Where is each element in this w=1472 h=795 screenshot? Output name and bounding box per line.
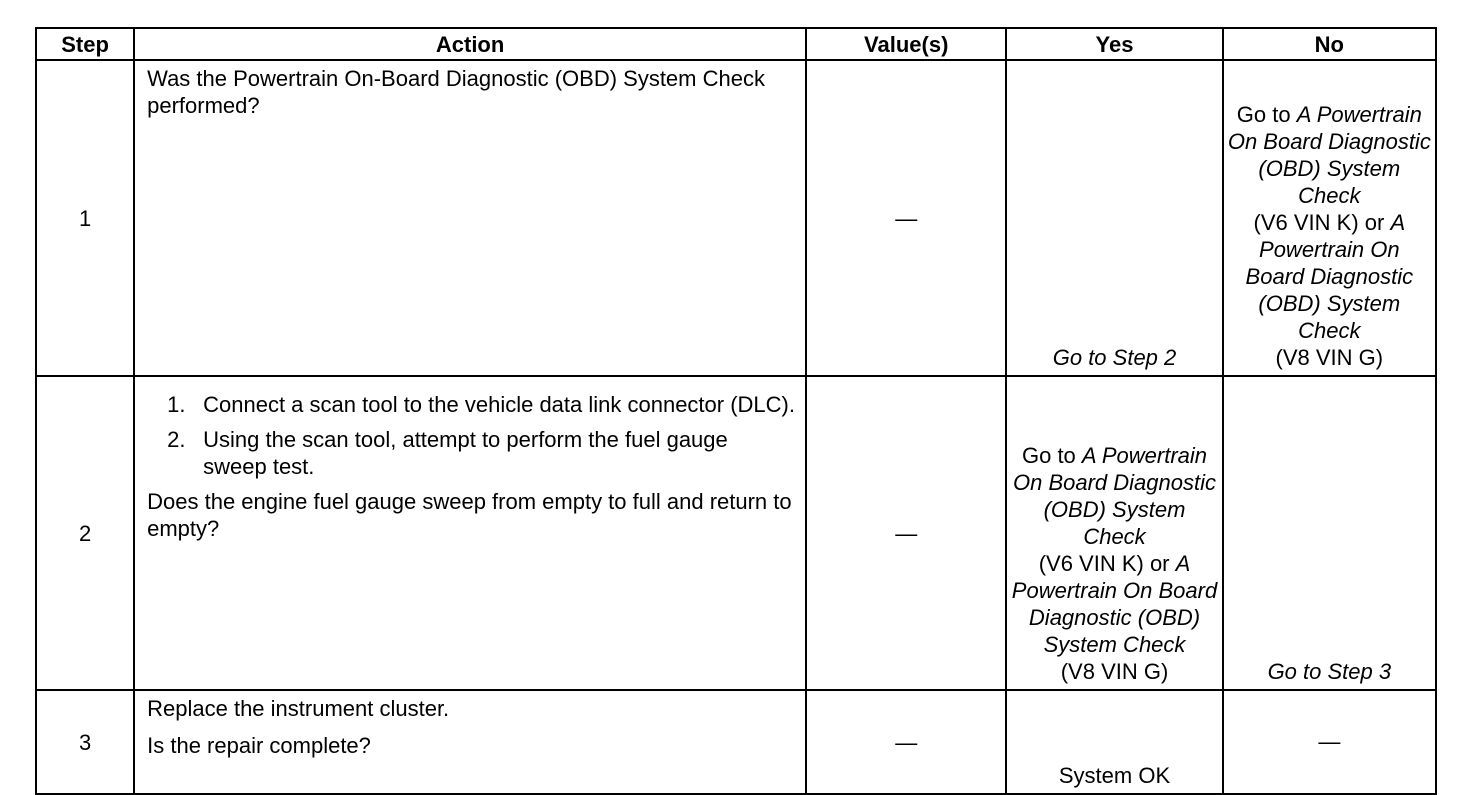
action-text: Was the Powertrain On-Board Diagnostic (OBD) System Check performed?: [147, 66, 765, 118]
action-steps-list: [147, 391, 795, 480]
yes-goto-prefix: Go to: [1021, 443, 1082, 468]
values-cell: —: [806, 376, 1006, 690]
action-cell: [134, 376, 806, 690]
step-number: 2: [36, 376, 134, 690]
no-cell: —: [1223, 690, 1436, 794]
table-row: [36, 60, 1436, 376]
yes-ref1-suffix: (V6 VIN K) or: [1038, 551, 1176, 576]
list-item-number: 2.: [167, 427, 186, 452]
list-item: [167, 426, 795, 480]
values-cell: —: [806, 60, 1006, 376]
list-item-number: 1.: [167, 392, 186, 417]
header-row: [36, 28, 1436, 60]
diagnostic-table: [35, 27, 1437, 795]
no-ref2-link[interactable]: A Powertrain On Board Diagnostic (OBD) System Check: [1245, 210, 1414, 343]
table-row: [36, 690, 1436, 794]
yes-ref2-link[interactable]: A Powertrain On Board Diagnostic (OBD) System Check: [1011, 551, 1218, 657]
header-step: Step: [36, 28, 134, 60]
action-question: Is the repair complete?: [147, 733, 371, 758]
no-goto-link[interactable]: Go to Step 3: [1267, 659, 1392, 684]
yes-cell: System OK: [1006, 690, 1222, 794]
no-ref1-suffix: (V6 VIN K) or: [1253, 210, 1391, 235]
values-cell: —: [806, 690, 1006, 794]
yes-cell: [1006, 60, 1222, 376]
yes-goto-link[interactable]: Go to Step 2: [1052, 345, 1177, 370]
step-number: 3: [36, 690, 134, 794]
list-item-text: Connect a scan tool to the vehicle data link connector (DLC).: [203, 392, 795, 417]
action-cell: [134, 690, 806, 794]
no-cell: [1223, 376, 1436, 690]
action-text: Replace the instrument cluster.: [147, 696, 450, 721]
yes-cell: [1006, 376, 1222, 690]
yes-ref1-link[interactable]: A Powertrain On Board Diagnostic (OBD) System Check: [1013, 443, 1216, 549]
action-question: Does the engine fuel gauge sweep from empty to full and return to empty?: [147, 489, 792, 541]
header-values: Value(s): [806, 28, 1006, 60]
no-goto-prefix: Go to: [1236, 102, 1297, 127]
no-cell: [1223, 60, 1436, 376]
header-no: No: [1223, 28, 1436, 60]
table-row: [36, 376, 1436, 690]
list-item: [167, 391, 795, 418]
no-ref2-suffix: (V8 VIN G): [1275, 345, 1384, 370]
step-number: 1: [36, 60, 134, 376]
header-action: Action: [134, 28, 806, 60]
list-item-text: Using the scan tool, attempt to perform the fuel gauge sweep test.: [203, 427, 728, 479]
yes-ref2-suffix: (V8 VIN G): [1060, 659, 1169, 684]
header-yes: Yes: [1006, 28, 1222, 60]
action-cell: [134, 60, 806, 376]
no-ref1-link[interactable]: A Powertrain On Board Diagnostic (OBD) System Check: [1227, 102, 1431, 208]
